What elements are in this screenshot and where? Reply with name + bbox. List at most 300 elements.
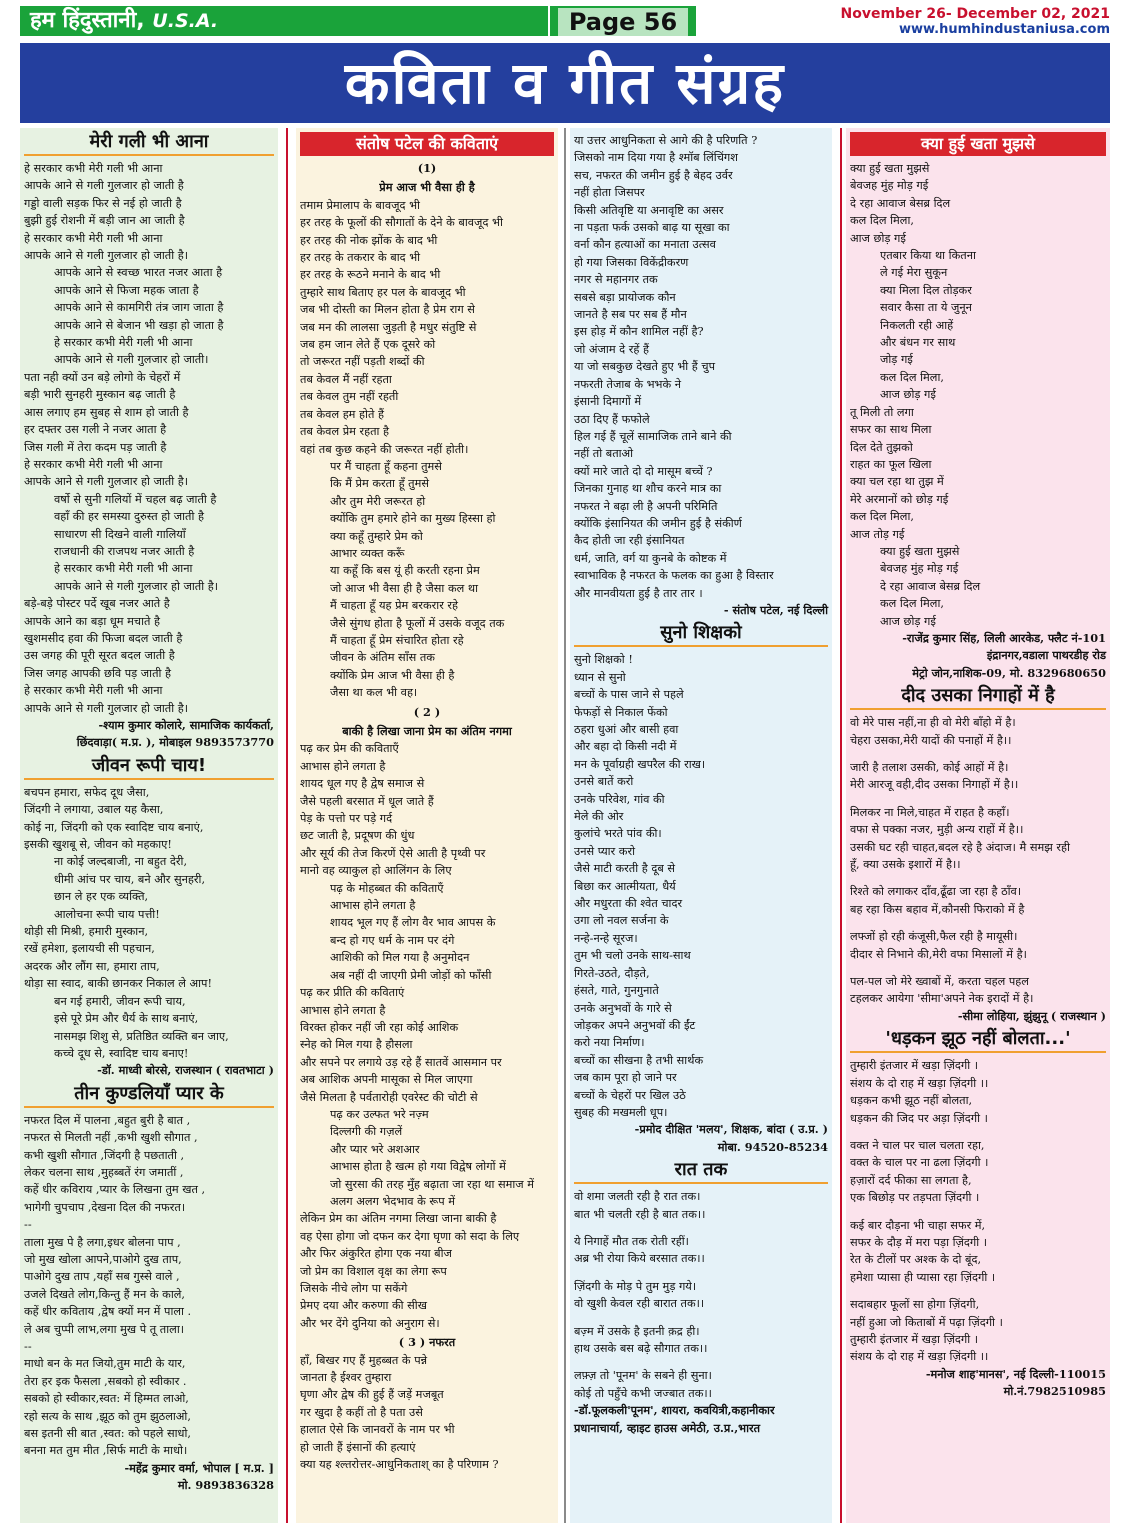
poem-author: -राजेंद्र कुमार सिंह, लिली आरकेड, फ्लैट नं-101 [902, 630, 1106, 645]
poem-line: जानते है सब पर सब हैं मौन [574, 308, 687, 322]
poem-line: धर्म, जाति, वर्ग या कुनबे के कोष्टक में [574, 551, 727, 565]
poem-line: बेवजह मुंह मोड़ गई [880, 562, 959, 576]
poem-line: भागेगी चुपचाप ,देखना दिल की नफरत। [24, 1200, 186, 1214]
poem-line: दे रहा आवाज बेसब्र दिल [850, 196, 951, 210]
poem-line: सुबह की मखमली धूप। [574, 1105, 668, 1119]
poem-author: -सीमा लोहिया, झुंझुनू ( राजस्थान ) [957, 1008, 1106, 1023]
poem-line: तमाम प्रेमालाप के बावजूद भी [300, 198, 420, 212]
poem-line: उस जगह की पूरी सूरत बदल जाती है [24, 649, 175, 663]
poem-title: सुनो शिक्षको [574, 621, 828, 647]
column-1 [20, 128, 278, 1523]
poem-author: -श्याम कुमार कोलारे, सामाजिक कार्यकर्ता, [98, 718, 274, 732]
poem-line: जो मुख खोला आपने,पाओगे दुख ताप, [24, 1252, 182, 1266]
poem-line: -- [24, 1218, 32, 1232]
poem-line: जिस गली में तेरा कदम पड़ जाती है [24, 440, 167, 454]
poem-line: पढ़ कर प्रीति की कविताएं [300, 986, 405, 1000]
poem-line: ना कोई जल्दबाजी, ना बहुत देरी, [54, 855, 188, 869]
poem-line: जिसके नीचे लोग पा सकेंगे [300, 1282, 408, 1295]
poem-line: वो खुशी केवल रही बारात तक।। [574, 1297, 705, 1311]
poem-line: उजले दिखते लोग,किन्तु हैं मन के काले, [24, 1287, 185, 1301]
poem-line: या जो सबकुछ देखते हुए भी हैं चुप [574, 360, 715, 374]
poem-line: वर्ना कौन हत्याओं का मनाता उत्सव [574, 238, 716, 252]
poem-line: हे सरकार कभी मेरी गली भी आना [24, 162, 163, 175]
poem-line: आस लगाए हम सुबह से शाम हो जाती है [24, 405, 189, 419]
poem-body [300, 740, 554, 1332]
poem-line: उनके परिवेश, गांव की [574, 792, 665, 806]
poem-line: और सूर्य की तेज किरणें ऐसे आती है पृथ्वी पर [300, 846, 486, 860]
poem-title: मेरी गली भी आना [24, 130, 274, 156]
poem-line: बड़े-बड़े पोस्टर पर्दे खूब नजर आते है [24, 597, 170, 611]
poem-author-contact: मो. 9893836328 [177, 1478, 274, 1493]
poem-body [24, 1112, 274, 1460]
poem-line: हर दफ्तर उस गली ने नजर आता है [24, 423, 167, 437]
poem-line: आपके आने से फिजा महक जाता है [54, 283, 199, 297]
poem-line: स्वाभाविक है नफरत के फलक का हुआ है विस्तार [574, 569, 774, 583]
poem-line: दीदार से निभाने की,मेरी वफा मिसालों में है। [850, 947, 1027, 961]
poem-line: क्या मिला दिल तोड़कर [880, 283, 972, 297]
poem-line: आपके आने से गली गुलजार हो जाती। [54, 353, 209, 367]
poem-line: जोड़ गई [880, 353, 913, 367]
poem-line: मन के पूर्वाग्रही खपरैल की राख। [574, 757, 706, 771]
poem-line: सच, नफरत की जमीन हुई है बेहद उर्वर [574, 168, 733, 182]
poem-author: -महेंद्र कुमार वर्मा, भोपाल [ म.प्र. ] [124, 1460, 274, 1475]
poem-line: सफर के दौड़ में मरा पड़ा ज़िंदगी । [850, 1235, 988, 1249]
poem-line: बच्चों का सीखना है तभी सार्थक [574, 1053, 704, 1067]
poem-line: हूँ, क्या उसके इशारों में है।। [850, 858, 961, 872]
poem-line: कल दिल मिला, [850, 214, 914, 228]
poem-line [850, 918, 1106, 928]
poem-line: कल दिल मिला, [850, 510, 914, 524]
poem-line: प्रेमए दया और करुणा की सीख [300, 1299, 427, 1313]
poem-title: जीवन रूपी चाय! [24, 754, 274, 780]
poem-line: जिसको नाम दिया गया है श्मॉब लिंचिंगश [574, 151, 738, 165]
poem-line: लेकर चलना साथ ,मुहब्बतें रंग जमातीं , [24, 1165, 184, 1179]
poem-line: आज छोड़ गई [850, 231, 906, 245]
poem-line: नफरत ने बढ़ा ली है अपनी परिमिति [574, 499, 718, 513]
poem-line: नफरत दिल में पालना ,बहुत बुरी है बात , [24, 1113, 191, 1127]
poem-line: गर खुदा है कहीं तो है पता उसे [300, 1405, 423, 1419]
poem-line: कैद होती जा रही इंसानियत [574, 534, 685, 548]
poem-title: दीद उसका निगाहों में है [850, 684, 1106, 710]
poem-line: तुम भी चलो उनके साथ-साथ [574, 949, 691, 963]
poem-line [850, 1207, 1106, 1217]
poem-line: स्नेह को मिल गया है हौसला [300, 1038, 413, 1052]
poem-line: जैसा था कल भी वह। [330, 686, 418, 700]
poem-line: जैसे माटी करती है दूब से [574, 862, 676, 876]
poem-line: इस होड़ में कौन शामिल नहीं है? [574, 325, 704, 339]
poem-line: ताला मुख पे है लगा,इधर बोलना पाप , [24, 1235, 181, 1249]
poem-body [300, 197, 554, 702]
poem-line: कुलांचे भरते पांव की। [574, 827, 662, 841]
poem-line: हमेशा प्यासा ही प्यासा रहा ज़िंदगी । [850, 1270, 996, 1284]
poem-line: पेड़ के पत्तो पर पड़े गर्द [300, 812, 393, 826]
poem-line: आपके आने का बड़ा धूम मचाते है [24, 614, 161, 628]
poem-title: 'धड़कन झूठ नहीं बोलता...' [850, 1027, 1106, 1053]
poem-line: सबको हो स्वीकार,स्वत: में हिम्मत लाओ, [24, 1392, 189, 1406]
section-title: संतोष पटेल की कविताएं [300, 132, 554, 156]
poem-line: धड़कन की जिद पर अड़ा ज़िंदगी । [850, 1111, 988, 1125]
poem-line: हे सरकार कभी मेरी गली भी आना [24, 231, 163, 245]
poem-line: जब काम पूरा हो जाने पर [574, 1071, 677, 1085]
poem-line: हे सरकार कभी मेरी गली भी आना [24, 457, 163, 471]
poem-line: कि मैं प्रेम करता हूँ तुमसे [330, 477, 429, 491]
poem-author-address: इंद्रानगर,वडाला पाथरडीह रोड [986, 648, 1106, 663]
poem-line: करो नया निर्माण। [574, 1036, 645, 1050]
poem-line: उसकी घट रही चाहत,बदल रहे है अंदाज। मै समझ रही [850, 840, 1070, 854]
poem-line: मेरे अरमानों को छोड़ गई [850, 492, 949, 506]
poem-line: मेरी आरजू वही,दीद उसका निगाहों में है।। [850, 778, 1019, 792]
poem-line: बात भी चलती रही है बात तक।। [574, 1207, 706, 1221]
poem-body [24, 784, 274, 1063]
poem-line: और बंधन गर साथ [880, 336, 956, 350]
poem-line: शायद धूल गए है द्वेष समाज से [300, 777, 425, 791]
poem-line: हाँ, बिखर गए हैं मुहब्बत के पन्ने [300, 1353, 428, 1367]
poem-line: बज़्म में उसके है इतनी क़द्र ही। [574, 1324, 700, 1338]
poem-line: मैं चाहता हूँ यह प्रेम बरकरार रहे [330, 599, 459, 613]
poem-line: आपके आने से कामगिरी तंत्र जाग जाता है [54, 301, 224, 315]
poem-line: जब हम जान लेते हैं एक दूसरे को [300, 338, 436, 352]
poem-line [574, 1268, 828, 1278]
poem-author-contact: मो.नं.7982510985 [1003, 1384, 1106, 1399]
poem-line: उनके अनुभवों के गारे से [574, 1001, 672, 1015]
poem-line: नासमझ शिशु से, प्रतिष्ठित व्यक्ति बन जाए, [54, 1029, 229, 1043]
poem-line: धीमी आंच पर चाय, बने और सुनहरी, [54, 872, 206, 886]
poem-line: जब भी दोस्ती का मिलन होता है प्रेम राग से [300, 303, 475, 317]
poem-line: आभार व्यक्त करूँ [330, 546, 405, 560]
masthead [20, 6, 550, 36]
poem-line: जैसे पहली बरसात में धूल जाते हैं [300, 794, 434, 808]
poem-line: तू मिली तो लगा [850, 405, 914, 419]
poem-line: अब्र भी रोया किये बरसात तक।। [574, 1252, 705, 1266]
poem-line: तुम्हारी इंतजार में खड़ा ज़िंदगी । [850, 1059, 979, 1073]
poem-line: राजधानी की राजपथ नजर आती है [54, 544, 195, 558]
poem-line: छट जाती है, प्रदूषण की धुंध [300, 829, 415, 843]
poem-line: वक्त ने चाल पर चाल चलता रहा, [850, 1138, 985, 1152]
poem-line [850, 1286, 1106, 1296]
poem-line: क्योंकि तुम हमारे होने का मुख्य हिस्सा हो [330, 512, 496, 526]
poem-line: उनसे प्यार करो [574, 844, 636, 858]
poem-line: या कहूँ कि बस यूं ही करती रहना प्रेम [330, 564, 480, 578]
poem-line: जब मन की लालसा जुड़ती है मधुर संतुष्टि से [300, 320, 477, 334]
poem-line: तुम्हारी इंतजार में खड़ा ज़िंदगी । [850, 1332, 979, 1346]
poem-line: आपके आने से गली गुलजार हो जाती है। [24, 475, 188, 489]
poem-line: साधारण सी दिखने वाली गालियाँ [54, 527, 186, 541]
poem-line: हो गया जिसका विकेंद्रीकरण [574, 255, 689, 269]
poem-title: ( 3 ) नफरत [398, 1335, 456, 1350]
poem-line: हर तरह की नोक झोंक के बाद भी [300, 233, 438, 247]
poem-line: बड़ी भारी सुनहरी मुस्कान बढ़ जाती है [24, 388, 176, 402]
poem-number: ( 2 ) [413, 704, 441, 719]
poem-author-contact: मोबा. 94520-85234 [717, 1139, 828, 1154]
poem-line: तुम्हारे साथ बिताए हर पल के बावजूद भी [300, 285, 466, 299]
poem-line: कई बार दौड़ना भी चाहा सफर में, [850, 1218, 986, 1232]
poem-line: गड्डो वाली सड़क फिर से नई हो जाती है [24, 196, 182, 210]
poem-line: तब केवल मैं नहीं रहता [300, 372, 392, 386]
poem-line: अब आशिक अपनी मासूका से मिल जाएगा [300, 1073, 473, 1087]
poem-line: आपके आने से स्वच्छ भारत नजर आता है [54, 266, 223, 280]
poem-line: उठा दिए हैं फफोले [574, 412, 650, 426]
poem-title: बाकी है लिखा जाना प्रेम का अंतिम नगमा [342, 724, 512, 738]
poem-body [850, 1057, 1106, 1366]
poem-line: कभी खुशी सौगात ,जिंदगी है पछताती , [24, 1148, 185, 1162]
poem-line [850, 963, 1106, 973]
page-number-box [548, 4, 698, 38]
poem-line: बिछा कर आत्मीयता, धैर्य [574, 879, 676, 893]
poem-line: बह रहा किस बहाव में,कौनसी फिराको में है [850, 902, 1025, 916]
poem-line: उनसे बातें करो [574, 775, 634, 789]
poem-line: ये निगाहें मौत तक रोती रहीं। [574, 1234, 689, 1248]
poem-line: क्या हुई खता मुझसे [850, 162, 930, 175]
poem-line: ठहरा धुआं और बासी हवा [574, 723, 679, 736]
poem-line: पाओगे दुख ताप ,यहाँ सब गुस्से वाले , [24, 1270, 180, 1284]
poem-line: पता नही क्यों उन बड़े लोगो के चेहरों में [24, 370, 181, 384]
poem-line: घृणा और द्वेष की हुई हैं जड़ें मजबूत [300, 1388, 444, 1402]
poem-line: कहें धीर कविताय ,द्वेष क्यों मन में पाला . [24, 1305, 192, 1319]
poem-line: नहीं होता जिसपर [574, 186, 645, 200]
column-divider [564, 128, 566, 1523]
poem-line: गिरते-उठते, दौड़ते, [574, 966, 650, 980]
poem-line: तेरा हर इक फैसला ,सबको हो स्वीकार . [24, 1374, 187, 1388]
poem-line: पढ़ कर प्रेम की कविताएँ [300, 742, 399, 756]
poem-line: जो प्रेम का विशाल वृक्ष का लेगा रूप [300, 1264, 447, 1278]
poem-line: हर तरह के फूलों की सौगातों के देने के बावजूद भी [300, 216, 503, 230]
poem-line: अदरक और लौंग सा, हमारा ताप, [24, 959, 160, 973]
poem-line: थोड़ा सा स्वाद, बाकी छानकर निकाल ले आप! [24, 977, 213, 991]
poem-line: हर तरह के रूठने मनाने के बाद भी [300, 268, 441, 282]
poem-line: माधो बन के मत जियो,तुम माटी के यार, [24, 1357, 186, 1371]
poem-line: धड़कन कभी झूठ नहीं बोलता, [850, 1094, 973, 1108]
poem-author: -मनोज शाह'मानस', नई दिल्ली-110015 [925, 1366, 1106, 1381]
poem-line: हाथ उसके बस बढ़े सौगात तक।। [574, 1342, 708, 1355]
poem-line [850, 794, 1106, 804]
poem-line: बुझी हुई रोशनी में बड़ी जान आ जाती है [24, 214, 185, 228]
poem-line: आपके आने से गली गुलजार हो जाती है [24, 179, 184, 193]
poem-body [850, 714, 1106, 1008]
poem-line: हज़ारों दर्द फीका सा लगता है, [850, 1173, 972, 1187]
poem-line: पर मैं चाहता हूँ कहना तुमसे [330, 459, 442, 473]
poem-line: टहलकर आयेगा 'सीमा'अपने नेक इरादों में है। [850, 992, 1034, 1006]
poem-line [850, 749, 1106, 759]
poem-line: जैसे मिलता है पर्वतारोही एवरेस्ट की चोटी से [300, 1090, 478, 1104]
poem-body [574, 132, 828, 602]
poem-line: जिनका गुनाह था शौच करने मात्र का [574, 482, 722, 496]
poem-body [850, 160, 1106, 630]
poem-line: राहत का फूल खिला [850, 457, 932, 471]
poem-line: नगर से महानगर तक [574, 273, 658, 287]
poem-line: आपके आने से गली गुलजार हो जाती है। [24, 249, 188, 263]
poem-line: आभास होने लगता है [300, 759, 386, 773]
poem-line: एक बिछोड़ पर तड़पता ज़िंदगी । [850, 1191, 980, 1205]
poem-line: ले अब चुप्पी लाभ,लगा मुख पे तू ताला। [24, 1322, 185, 1336]
poem-line [574, 1223, 828, 1233]
poem-line: और मधुरता की श्वेत चादर [574, 897, 683, 911]
poem-line: नहीं हुआ जो किताबों में पढ़ा ज़िंदगी । [850, 1315, 1003, 1329]
poem-line: और फिर अंकुरित होगा एक नया बीज [300, 1247, 452, 1261]
poem-author: - संतोष पटेल, नई दिल्ली [723, 602, 828, 617]
poem-line: बनना मत तुम मीत ,सिर्फ माटी के माधो। [24, 1444, 188, 1458]
poem-line: कच्चे दूध से, स्वादिष्ट चाय बनाए! [54, 1046, 189, 1060]
poem-line: हो जाती हैं इंसानों की हत्याएं [300, 1440, 416, 1454]
poem-line: दे रहा आवाज बेसब्र दिल [880, 579, 981, 593]
poem-line: पल-पल जो मेरे ख्वाबों में, करता चहल पहल [850, 975, 1029, 989]
poem-author: -डॉ. माध्वी बोरसे, राजस्थान ( रावतभाटा ) [97, 1063, 274, 1078]
poem-line: अलग अलग भेदभाव के रूप में [330, 1194, 455, 1208]
poem-line: दिल देते तुझको [850, 440, 913, 454]
poem-line: नन्हे-नन्हे सूरज। [574, 931, 638, 945]
poem-line: मैं चाहता हूँ प्रेम संचारित होता रहे [330, 633, 464, 647]
poem-line: तब केवल प्रेम रहता है [300, 425, 390, 439]
poem-line: मानो वह व्याकुल हो आलिंगन के लिए [300, 864, 452, 878]
column-3 [570, 128, 832, 1523]
poem-line: हिल गई हैं चूलें सामाजिक ताने बाने की [574, 429, 732, 443]
poem-line: इसे पूरे प्रेम और धैर्य के साथ बनाएं, [54, 1012, 199, 1026]
poem-line: रहो सत्य के साथ ,झूठ को तुम झुठलाओ, [24, 1409, 191, 1423]
poem-line [574, 1357, 828, 1367]
poem-line: वर्षो से सुनी गलियों में चहल बढ़ जाती है [54, 492, 217, 506]
poem-line: आज छोड़ गई [880, 388, 936, 402]
poem-author: -प्रमोद दीक्षित 'मलय', शिक्षक, बांदा ( उ.प्र. ) [634, 1122, 828, 1137]
issue-date: November 26- December 02, 2021 [840, 6, 1110, 22]
poem-line: और तुम मेरी जरूरत हो [330, 494, 426, 508]
page-banner: कविता व गीत संग्रह [20, 43, 1110, 123]
poem-line: जो आज भी वैसा ही है जैसा कल था [330, 581, 479, 595]
poem-line: कल दिल मिला, [880, 597, 944, 611]
poem-line: हे सरकार कभी मेरी गली भी आना [54, 562, 193, 576]
poem-line: क्योंकि इंसानियत की जमीन हुई है संकीर्ण [574, 516, 742, 530]
poem-title: प्रेम आज भी वैसा ही है [379, 180, 475, 195]
column-divider [840, 128, 842, 1523]
poem-line: एतबार किया था कितना [880, 249, 976, 263]
poem-line [850, 873, 1106, 883]
poem-line: हर तरह के तकरार के बाद भी [300, 251, 421, 265]
poem-line: आज तोड़ गई [850, 527, 905, 541]
poem-line: आपके आने से बेजान भी खड़ा हो जाता है [54, 318, 224, 332]
poem-line: आज छोड़ गई [880, 614, 936, 628]
poem-line: छान ले हर एक व्यक्ति, [54, 890, 149, 904]
poem-line: क्या चल रहा था तुझ में [850, 475, 944, 489]
poem-line: जैसे सुंगध होता है फूलों में उसके वजूद तक [330, 616, 505, 630]
poem-line: वो मेरे पास नहीं,ना ही वो मेरी बाँहो में है। [850, 716, 1016, 730]
poem-line: जोड़कर अपने अनुभवों की ईंट [574, 1018, 696, 1032]
poem-line: क्योंकि प्रेम आज भी वैसा ही है [330, 668, 455, 682]
poem-line: क्यों मारे जाते दो दो मासूम बच्चें ? [574, 464, 713, 478]
column-2 [296, 128, 558, 1523]
poem-line: शायद भूल गए हैं लोग वैर भाव आपस के [330, 916, 496, 930]
poem-line: हे सरकार कभी मेरी गली भी आना [24, 684, 163, 698]
poem-line: इंसानी दिमागों में [574, 395, 642, 409]
poem-line: क्या कहूँ तुम्हारे प्रेम को [330, 529, 423, 543]
poem-line: रेत के टीलों पर अश्क के दो बूंद, [850, 1253, 982, 1267]
poem-line: सदाबहार फूलों सा होगा ज़िंदगी, [850, 1298, 980, 1312]
poem-line: आभास होने लगता है [330, 899, 416, 913]
poem-line: वक्त के चाल पर ना ढला ज़िंदगी । [850, 1156, 989, 1170]
poem-line: सबसे बड़ा प्रायोजक कौन [574, 290, 676, 304]
poem-line: बच्चों के पास जाने से पहले [574, 688, 684, 702]
poem-line: तब केवल हम होते हैं [300, 407, 384, 421]
masthead-suffix: U.S.A. [152, 10, 219, 32]
poem-line: जिस जगह आपकी छवि पड़ जाती है [24, 666, 172, 680]
poem-line: और बहा दो किसी नदी में [574, 740, 677, 754]
poem-body [24, 160, 274, 717]
poem-line: जानता है ईश्वर तुम्हारा [300, 1371, 392, 1385]
poem-line: लफ़्ज़ तो 'पूनम' के सबने ही सुना। [574, 1369, 712, 1383]
poem-line: सवार कैसा ता ये जुनून [880, 301, 972, 315]
poem-line: वहां तब कुछ कहने की जरूरत नहीं होती। [300, 442, 469, 456]
poem-author: -डॉ.फूलकली'पूनम', शायरा, कवयित्री,कहानीकार [574, 1403, 775, 1418]
poem-title: रात तक [574, 1158, 828, 1184]
poem-line: जो अंजाम दे रहें हैं [574, 342, 649, 356]
poem-line: कोई तो पहुँचे कभी जज्बात तक।। [574, 1386, 712, 1400]
website-link[interactable]: www.humhindustaniusa.com [898, 22, 1110, 37]
poem-line: सुनो शिक्षको ! [574, 653, 633, 667]
poem-line: वह ऐसा होगा जो दफन कर देगा घृणा को सदा के लिए [300, 1229, 520, 1243]
poem-line: -- [24, 1340, 32, 1353]
poem-line: जिंदगी ने लगाया, उबाल यह कैसा, [24, 803, 164, 817]
poem-line: वफा से पक्का नजर, मुड़ी अन्य राहों में है।। [850, 823, 1024, 837]
poem-author-contact: छिंदवाड़ा( म.प्र. ), मोबाइल 9893573770 [76, 735, 274, 750]
poem-author-contact: प्रधानाचार्या, व्हाइट हाउस अमेठी, उ.प्र.,भारत [574, 1420, 761, 1435]
poem-line: निकलती रही आहें [880, 318, 954, 332]
poem-line: हे सरकार कभी मेरी गली भी आना [54, 336, 193, 350]
poem-line: बन्द हो गए धर्म के नाम पर दंगे [330, 933, 455, 947]
poem-line: और मानवीयता हुई है तार तार । [574, 586, 703, 600]
poem-line: अब नहीं दी जाएगी प्रेमी जोड़ों को फाँसी [330, 968, 492, 982]
poem-line: मेले की ओर [574, 810, 624, 824]
poem-line: खुशमसीद हवा की फिजा बदल जाती है [24, 631, 183, 645]
poem-line: आपके आने से गली गुलजार हो जाती है। [54, 579, 218, 593]
poem-line: वो शमा जलती रही है रात तक। [574, 1190, 701, 1204]
poem-line: और प्यार भरे अशआर [330, 1142, 420, 1156]
poem-title: तीन कुण्डलियाँ प्यार के [24, 1082, 274, 1108]
poem-line: लफ्जों हो रही कंजूसी,फैल रही है मायूसी। [850, 930, 1018, 944]
poem-line: फेफड़ों से निकाल फेंको [574, 705, 668, 719]
poem-line: कोई ना, जिंदगी को एक स्वादिष्ट चाय बनाएं, [24, 820, 204, 834]
poem-line [574, 1313, 828, 1323]
poem-line: हालात ऐसे कि जानवरों के नाम पर भी [300, 1423, 455, 1437]
poem-line: आपके आने से गली गुलजार हो जाती है। [24, 701, 188, 715]
poem-line: संशय के दो राह में खड़ा ज़िंदगी ।। [850, 1350, 989, 1364]
poem-line: किसी अतिवृष्टि या अनावृष्टि का असर [574, 203, 724, 217]
poem-line: पढ़ कर उल्फत भरे नज़्म [330, 1107, 429, 1121]
poem-line: थोड़ी सी मिश्री, हमारी मुस्कान, [24, 925, 149, 939]
poem-line: और सपने पर लगाये उड़ रहे हैं सातवें आसमान पर [300, 1055, 502, 1069]
poem-body [300, 1352, 554, 1474]
poem-line: ज़िंदगी के मोड़ पे तुम मुड़ गये। [574, 1279, 697, 1293]
masthead-title: हम हिंदुस्तानी, [30, 8, 145, 33]
issue-info [841, 6, 1110, 38]
column-4 [846, 128, 1110, 1523]
poem-line: विरक्त होकर नहीं जी रहा कोई आशिक [300, 1020, 459, 1034]
poem-number: (1) [417, 161, 437, 175]
poem-line: बचपन हमारा, सफेद दूध जैसा, [24, 785, 150, 799]
poem-author-contact: मेट्रो जोन,नाशिक-09, मो. 8329680650 [912, 665, 1106, 680]
poem-line [850, 1127, 1106, 1137]
poem-line: पढ़ के मोहब्बत की कविताएँ [330, 881, 444, 895]
poem-line: नहीं तो बताओ [574, 447, 634, 461]
poem-line: बन गई हमारी, जीवन रूपी चाय, [54, 994, 186, 1008]
poem-line: कहें धीर कविराय ,प्यार के लिखना तुम खत , [24, 1183, 206, 1197]
page-number: Page 56 [558, 8, 688, 36]
poem-line: आभास होने लगता है [300, 1003, 386, 1017]
poem-line: तो जरूरत नहीं पड़ती शब्दों की [300, 355, 425, 369]
poem-line: और भर देंगे दुनिया को अनुराग से। [300, 1316, 440, 1330]
poem-line: या उत्तर आधुनिकता से आगे की है परिणति ? [574, 134, 758, 147]
poem-line: आभास होता है खत्म हो गया विद्वेष लोगों में [330, 1160, 506, 1174]
poem-line: हंसते, गाते, गुनगुनाते [574, 984, 659, 998]
column-divider [286, 128, 288, 1523]
poem-line: नफरती तेजाब के भभके ने [574, 377, 682, 391]
poem-line: क्या हुई खता मुझसे [880, 544, 960, 558]
